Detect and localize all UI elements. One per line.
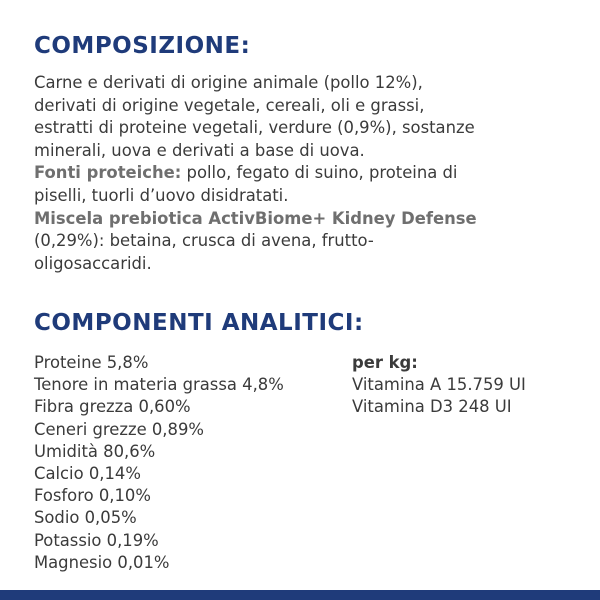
component-item: Calcio 0,14% — [34, 464, 141, 484]
prebiotic-text: oligosaccaridi. — [34, 253, 152, 273]
prebiotic-text: (0,29%): betaina, crusca di avena, frutto- — [34, 231, 374, 251]
vitamins-list — [352, 352, 526, 419]
composition-line: minerali, uova e derivati a base di uova. — [34, 140, 365, 160]
composition-line: Carne e derivati di origine animale (pollo 12%), — [34, 73, 423, 92]
component-item: Tenore in materia grassa 4,8% — [34, 375, 284, 395]
component-item: Sodio 0,05% — [34, 508, 137, 528]
component-item: Proteine 5,8% — [34, 353, 149, 372]
vitamin-item: Vitamina D3 248 UI — [352, 397, 512, 417]
component-item: Umidità 80,6% — [34, 441, 156, 461]
composition-line: estratti di proteine vegetali, verdure (0,9%), sostanze — [34, 118, 475, 138]
protein-sources-line: piselli, tuorli d’uovo disidratati. — [34, 185, 289, 205]
protein-sources-label: Fonti proteiche: — [34, 163, 182, 183]
component-item: Ceneri grezze 0,89% — [34, 419, 204, 439]
composition-heading: COMPOSIZIONE: — [34, 33, 251, 59]
component-item: Fosforo 0,10% — [34, 486, 151, 506]
analytical-components-list — [34, 352, 284, 574]
composition-line: derivati di origine vegetale, cereali, oli e grassi, — [34, 95, 425, 115]
composition-paragraph — [34, 72, 579, 275]
component-item: Potassio 0,19% — [34, 530, 159, 550]
protein-sources-line — [34, 162, 579, 185]
protein-sources-text: pollo, fegato di suino, proteina di — [181, 163, 458, 183]
vitamin-item: Vitamina A 15.759 UI — [352, 375, 526, 395]
component-item: Magnesio 0,01% — [34, 552, 170, 572]
component-item: Fibra grezza 0,60% — [34, 397, 191, 417]
analytical-heading: COMPONENTI ANALITICI: — [34, 310, 364, 336]
bottom-bar — [0, 590, 600, 600]
per-kg-label: per kg: — [352, 353, 418, 372]
prebiotic-label: Miscela prebiotica ActivBiome+ Kidney Defense — [34, 208, 477, 228]
